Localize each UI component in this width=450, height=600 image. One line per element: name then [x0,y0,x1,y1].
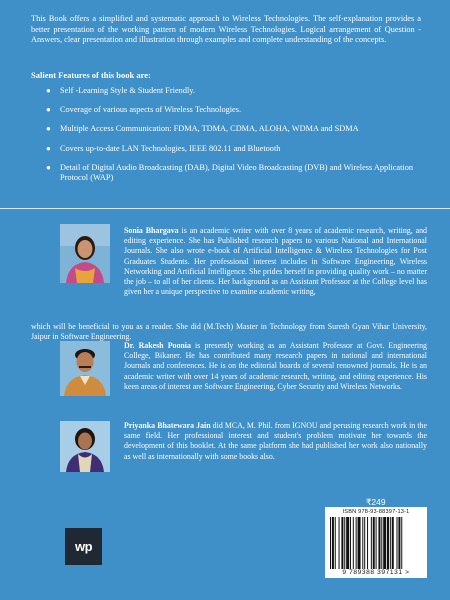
feature-item: ● Covers up-to-date LAN Technologies, IEEE 802.11 and Bluetooth [46,143,281,153]
feature-item: ● Self -Learning Style & Student Friendly. [46,86,195,95]
section-divider [0,208,450,209]
isbn-label: ISBN 978-93-88397-13-1 [342,509,410,515]
author-bio-rakesh: Dr. Rakesh Poonia is presently working as an Assistant Professor at Govt. Engineering College, Bikaner. He has contributed many research papers in national and international Journals and conferences. He is on the editorial boards of several renowned journals. He is an academic writer with over 14 years of academic research, writing, and editing experience. His keen areas of interest are Software Engineering, Cyber Security and Wireless Networks. [124,341,427,391]
author-name-rakesh: Dr. Rakesh Poonia [124,341,191,350]
author-photo-sonia [60,224,110,283]
circle-bullet-icon: ● [46,162,51,172]
isbn-barcode [325,507,427,578]
intro-paragraph: This Book offers a simplified and systematic approach to Wireless Technologies. The self-explanation provides a better presentation of the working pattern of modern Wireless Technologies. Logical arrangement of Question - Answers, clear presentation and illustration through examples and complete understanding of the concepts. [31,14,421,45]
author-photo-priyanka [60,421,110,472]
barcode-bars [330,517,422,569]
features-list [46,86,426,193]
barcode-digits: 9 789388 397131 > [342,569,410,576]
feature-item: ● Multiple Access Communication: FDMA, TDMA, CDMA, ALOHA, WDMA and SDMA [46,124,359,134]
publisher-logo: wp [65,528,102,565]
author-bio-sonia-continued: which will be beneficial to you as a reader. She did (M.Tech) Master in Technology from Suresh Gyan Vihar University, Jaipur in Software Engineering. [31,322,427,342]
circle-bullet-icon: ● [46,105,51,115]
price-label: ₹249 [366,497,386,507]
author-name-sonia: Sonia Bhargava [124,226,179,235]
author-photo-rakesh [60,341,110,396]
author-name-priyanka: Priyanka Bhatewara Jain [124,421,211,430]
author-bio-priyanka: Priyanka Bhatewara Jain did MCA, M. Phil. from IGNOU and perusing research work in the same field. Her professional interest and student's problem motivate her towards the development of this booklet. At the same platform she had published her work also nationally as well as internationally with some books also. [124,421,427,461]
feature-item: ● Coverage of various aspects of Wireless Technologies. [46,105,242,115]
author-bio-sonia: Sonia Bhargava is an academic writer with over 8 years of academic research, writing, and editing experience. She has Published research papers to various National and International Journals. She also wrote e-book of Artificial Intelligence & Wireless Technologies for Post Graduates Students. Her professional interest includes in Software Engineering, Wireless Networking and Artificial Intelligence. She prides herself in providing quality work – no matter the job – to all of her clients. Her background as an Assistant Professor at the College level has given her a unique perspective to examine academic writing, [124,226,427,297]
features-heading: Salient Features of this book are: [31,70,151,80]
feature-item: ● Detail of Digital Audio Broadcasting (DAB), Digital Video Broadcasting (DVB) and Wireless Application Protocol (WAP) [46,162,414,183]
circle-bullet-icon: ● [46,124,51,134]
circle-bullet-icon: ● [46,86,51,95]
circle-bullet-icon: ● [46,143,51,153]
